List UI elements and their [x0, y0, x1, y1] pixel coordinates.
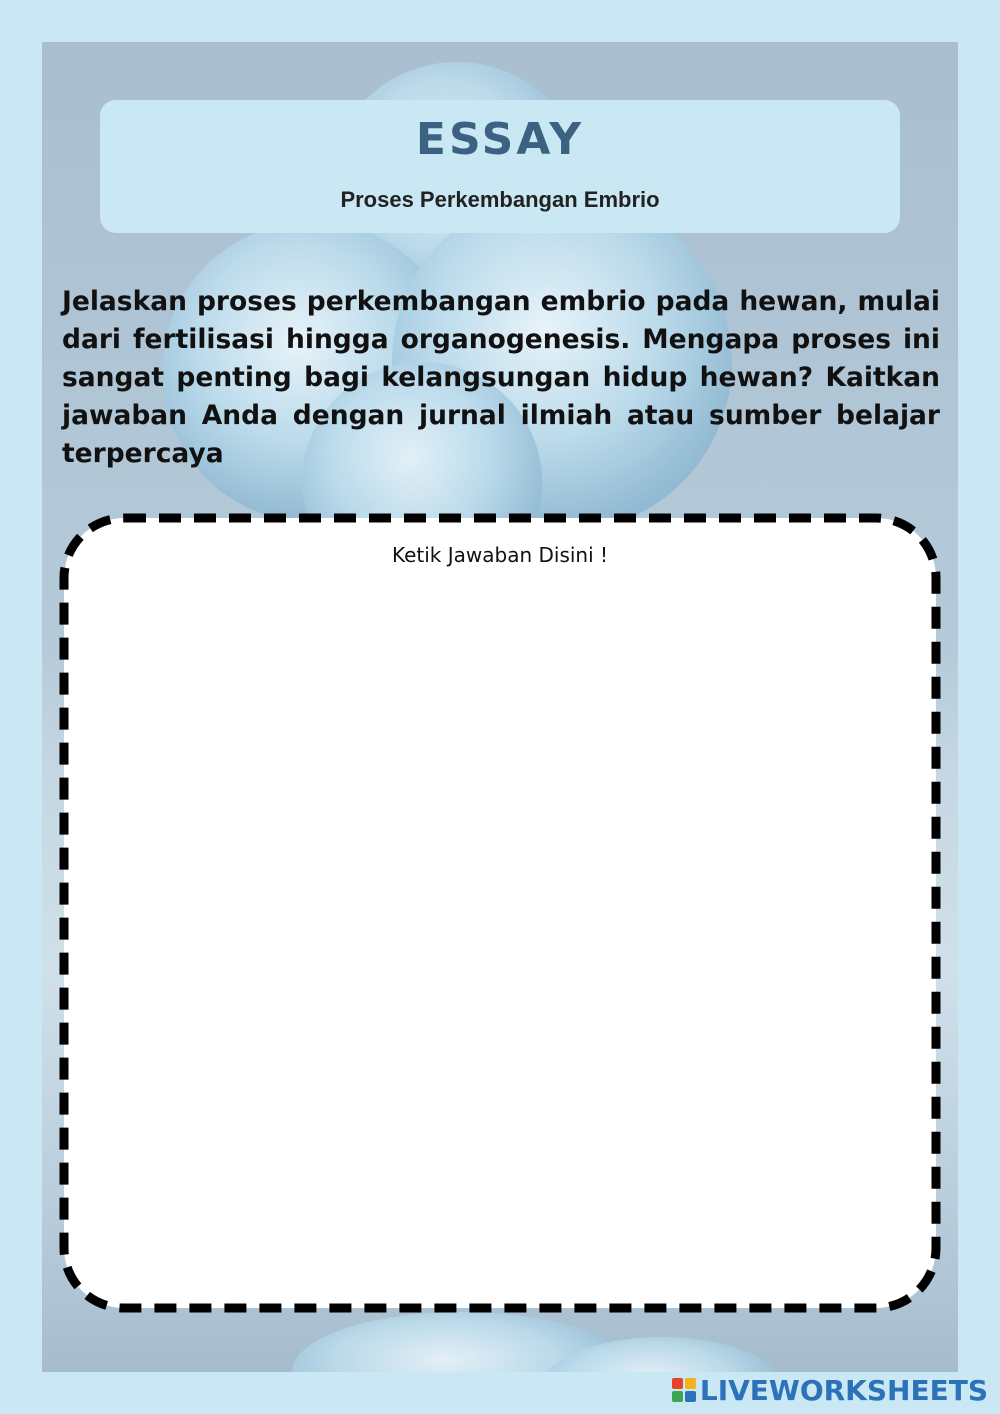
logo-square-red — [672, 1378, 683, 1389]
liveworksheets-brand — [672, 1374, 988, 1406]
logo-square-blue — [685, 1391, 696, 1402]
brand-name: LIVEWORKSHEETS — [699, 1373, 988, 1407]
essay-question: Jelaskan proses perkembangan embrio pada hewan, mulai dari fertilisasi hingga organogenesis. Mengapa proses ini sangat penting bagi kelangsungan hidup hewan? Kaitkan jawaban Anda dengan jurnal ilmiah atau sumber belajar terpercaya — [62, 286, 940, 469]
answer-input[interactable] — [76, 530, 924, 1290]
answer-placeholder-text: Ketik Jawaban Disini ! — [391, 543, 609, 567]
header-card — [100, 100, 900, 233]
logo-square-yellow — [685, 1378, 696, 1389]
logo-square-green — [672, 1391, 683, 1402]
page-subtitle: Proses Perkembangan Embrio — [340, 187, 660, 212]
page-title: ESSAY — [415, 114, 585, 165]
liveworksheets-logo-icon — [672, 1378, 696, 1402]
